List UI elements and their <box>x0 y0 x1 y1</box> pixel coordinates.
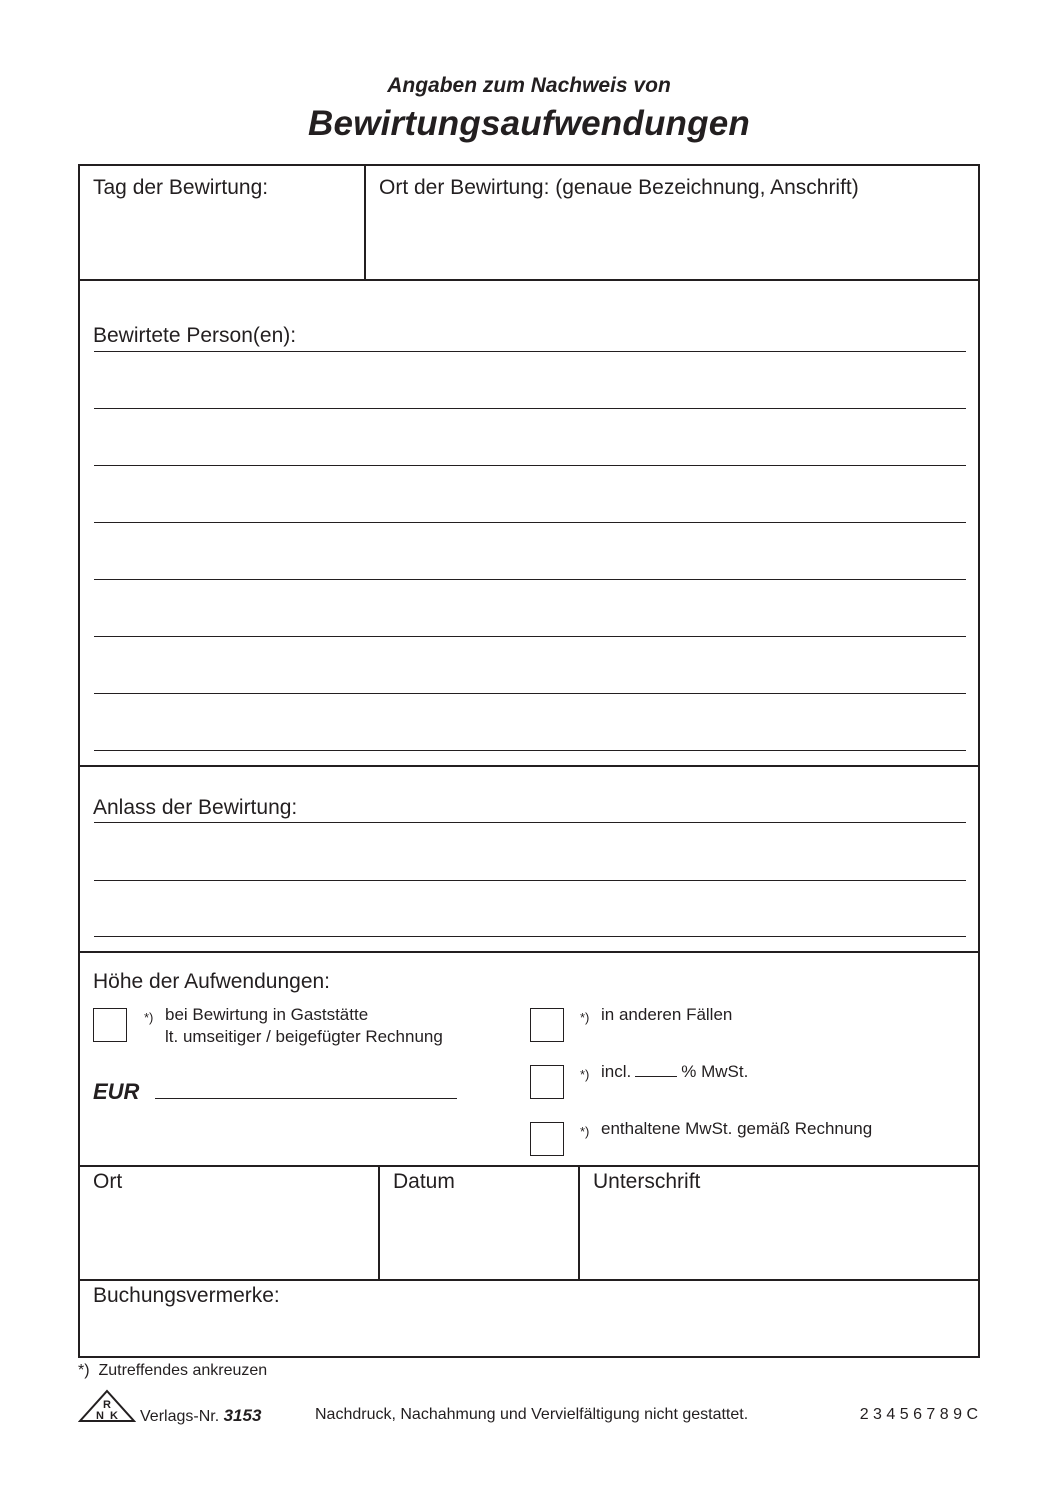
guests-write-line[interactable] <box>94 522 966 523</box>
guests-write-line[interactable] <box>94 408 966 409</box>
currency-label: EUR <box>93 1079 140 1104</box>
date-field-label: Tag der Bewirtung: <box>93 176 269 199</box>
footnote-marker: *) <box>580 1010 590 1025</box>
restaurant-option-label <box>165 1004 443 1048</box>
guests-write-line[interactable] <box>94 636 966 637</box>
sign-place-field[interactable] <box>80 1167 378 1279</box>
incl-vat-checkbox[interactable] <box>530 1065 564 1099</box>
restaurant-checkbox[interactable] <box>93 1008 127 1042</box>
other-cases-label: in anderen Fällen <box>601 1005 733 1024</box>
occasion-field-label: Anlass der Bewirtung: <box>93 796 298 819</box>
incl-vat-suffix: % MwSt. <box>681 1062 749 1081</box>
guests-write-line[interactable] <box>94 750 966 751</box>
incl-vat-label <box>601 1061 748 1083</box>
copyright-notice: Nachdruck, Nachahmung und Vervielfältigung nicht gestattet. <box>315 1406 749 1423</box>
print-code: 2 3 4 5 6 7 8 9 C <box>859 1406 978 1423</box>
guests-write-line[interactable] <box>94 465 966 466</box>
divider <box>80 765 978 767</box>
place-field-label: Ort der Bewirtung: (genaue Bezeichnung, Anschrift) <box>379 176 859 199</box>
logo-letter-r: R <box>103 1399 111 1411</box>
footnote-marker: *) <box>580 1067 590 1082</box>
footnote-marker: *) <box>144 1010 154 1025</box>
amount-section-label: Höhe der Aufwendungen: <box>93 970 331 993</box>
form-title: Bewirtungsaufwendungen <box>308 104 750 143</box>
publisher-logo <box>78 1389 136 1423</box>
footnote-marker: *) <box>580 1124 590 1139</box>
guests-write-line[interactable] <box>94 579 966 580</box>
amount-input-line[interactable] <box>155 1098 457 1099</box>
booking-notes-field[interactable] <box>80 1281 978 1356</box>
sign-date-label: Datum <box>393 1170 455 1193</box>
signature-field[interactable] <box>580 1167 978 1279</box>
incl-vat-prefix: incl. <box>601 1062 632 1081</box>
occasion-write-line[interactable] <box>94 936 966 937</box>
sign-place-label: Ort <box>93 1170 123 1193</box>
logo-letter-n: N <box>96 1410 104 1422</box>
logo-letter-k: K <box>110 1410 118 1422</box>
occasion-write-line[interactable] <box>94 880 966 881</box>
guests-field-label: Bewirtete Person(en): <box>93 324 297 347</box>
publisher-prefix: Verlags-Nr. <box>140 1408 220 1425</box>
sign-date-field[interactable] <box>380 1167 578 1279</box>
expense-form <box>78 164 980 1358</box>
place-field[interactable] <box>366 166 978 279</box>
publisher-number-value: 3153 <box>223 1406 262 1425</box>
footnote-text: Zutreffendes ankreuzen <box>98 1362 268 1379</box>
publisher-number <box>140 1406 261 1426</box>
contained-vat-label: enthaltene MwSt. gemäß Rechnung <box>601 1119 873 1138</box>
date-field[interactable] <box>80 166 364 279</box>
other-cases-checkbox[interactable] <box>530 1008 564 1042</box>
footnote-marker: *) <box>78 1362 90 1379</box>
footnote <box>78 1362 267 1380</box>
contained-vat-checkbox[interactable] <box>530 1122 564 1156</box>
publisher-logo-triangle <box>78 1389 136 1423</box>
guests-write-line[interactable] <box>94 351 966 352</box>
divider <box>80 951 978 953</box>
divider <box>80 279 978 281</box>
restaurant-line-1: bei Bewirtung in Gaststätte <box>165 1005 369 1024</box>
form-subtitle: Angaben zum Nachweis von <box>387 74 671 97</box>
booking-notes-label: Buchungsvermerke: <box>93 1284 280 1307</box>
restaurant-line-2: lt. umseitiger / beigefügter Rechnung <box>165 1027 443 1046</box>
guests-write-line[interactable] <box>94 693 966 694</box>
signature-label: Unterschrift <box>593 1170 701 1193</box>
vat-rate-blank[interactable] <box>635 1064 677 1077</box>
occasion-write-line[interactable] <box>94 822 966 823</box>
